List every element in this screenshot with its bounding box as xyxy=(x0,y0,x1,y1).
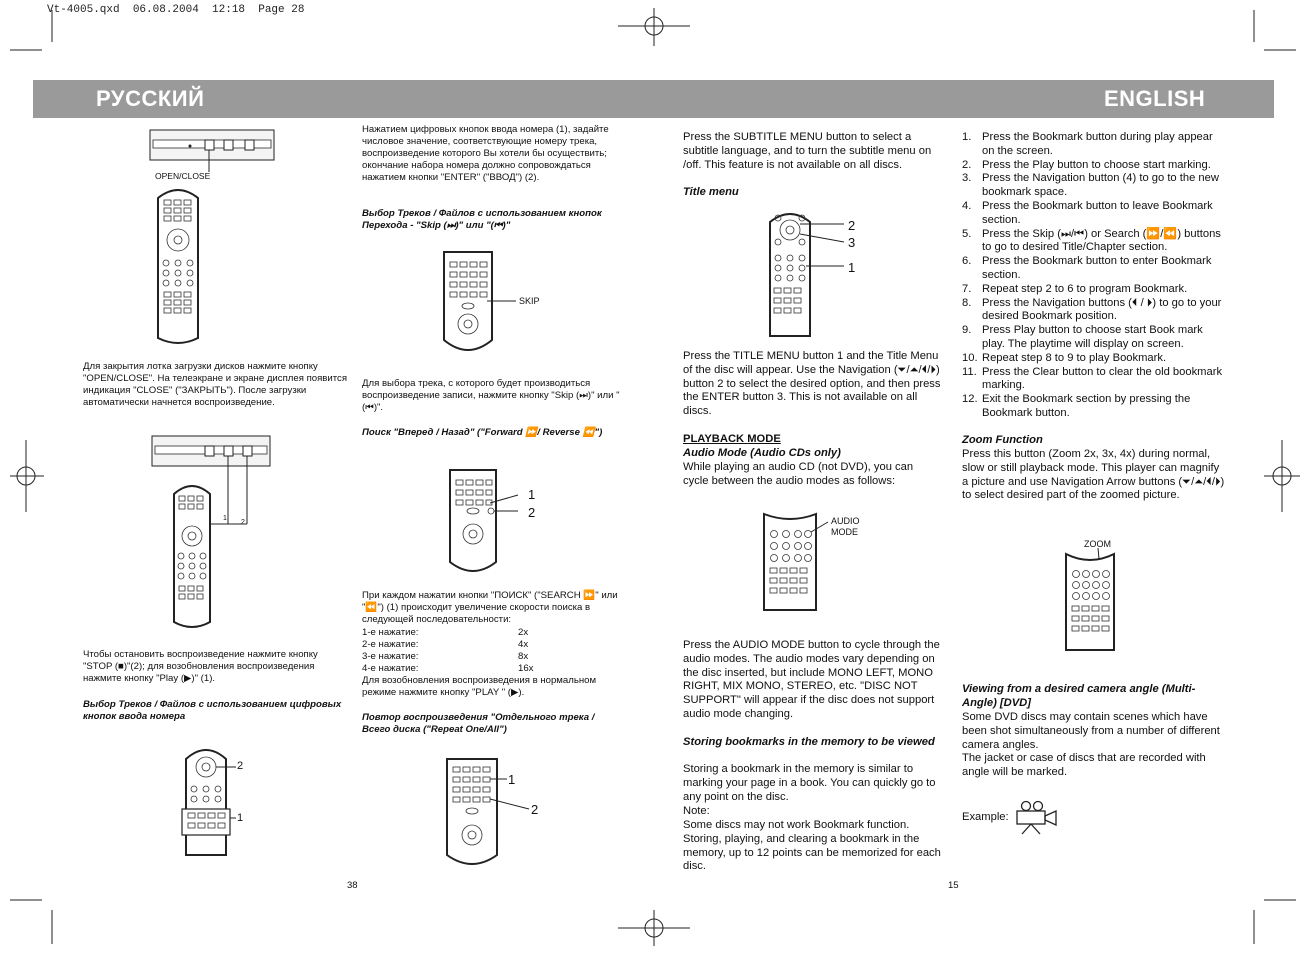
note-label: Note: xyxy=(683,805,710,817)
list-item: 11. Press the Clear button to clear the old bookmark marking. xyxy=(962,365,1223,392)
heading-title-menu: Title menu xyxy=(683,186,739,198)
paragraph-zoom: Press this button (Zoom 2x, 3x, 4x) during normal, slow or still playback mode. This player can magnify a picture and use Navigation Arrow buttons (⏷/⏶/⏴/⏵) to select desired part of the zoomed picture. xyxy=(962,448,1225,502)
list-item: 9. Press Play button to choose start Book mark play. The playtime will display on screen. xyxy=(962,324,1203,350)
callout-label: 1 xyxy=(848,260,856,275)
section-title-russian: РУССКИЙ xyxy=(96,86,205,111)
paragraph-audio-mode: Press the AUDIO MODE button to cycle through the audio modes. The audio modes vary depending on the disc inserted, but include MONO LEFT, MONO RIGHT, MIX MONO, STEREO, etc. "DISC NOT SUPPORT" will appear if the disc does not support audio mode changing. xyxy=(683,639,940,720)
crosshair-registration-icon xyxy=(618,910,690,946)
callout-label: 2 xyxy=(528,505,536,520)
list-item: 3. Press the Navigation button (4) to go to the new bookmark space. xyxy=(962,172,1219,199)
list-item: 4. Press the Bookmark button to leave Bookmark section. xyxy=(962,199,1213,226)
heading-repeat: Повтор воспроизведения "Отдельного трека / Всего диска ("Repeat One/All") xyxy=(362,712,595,735)
callout-label: 1 xyxy=(528,487,536,502)
paragraph-resume: Для возобновления воспроизведения в нормальном режиме нажмите кнопку "PLAY " (▶). xyxy=(362,675,597,698)
heading-camera-angle: Viewing from a desired camera angle (Multi-Angle) [DVD] xyxy=(962,683,1196,709)
paragraph-angle-1: Some DVD discs may contain scenes which have been shot simultaneously from a number of different camera angles. xyxy=(962,711,1220,751)
paragraph-note: Some discs may not work Bookmark function. Storing, playing, and clearing a bookmark in the memory, up to 12 points can be memorized for each disc. xyxy=(683,819,941,873)
remote-control-illustration xyxy=(766,210,846,340)
open-close-label: OPEN/CLOSE xyxy=(155,171,211,181)
heading-bookmarks: Storing bookmarks in the memory to be viewed xyxy=(683,736,935,748)
paragraph-close-tray: Для закрытия лотка загрузки дисков нажмите кнопку "OPEN/CLOSE". На телеэкране и экране дисплея появится индикация "CLOSE" ("ЗАКРЫТЬ"). После загрузки автоматически начнется воспроизведение. xyxy=(83,361,348,408)
callout-label: 1 xyxy=(237,812,244,824)
zoom-label: ZOOM xyxy=(1084,539,1111,549)
list-item: 7. Repeat step 2 to 6 to program Bookmark. xyxy=(962,282,1188,295)
page-number-left: 38 xyxy=(347,880,358,891)
header-banner xyxy=(33,80,1274,118)
heading-zoom: Zoom Function xyxy=(962,434,1043,446)
section-title-english: ENGLISH xyxy=(1104,86,1206,111)
callout-label: 2 xyxy=(237,760,244,772)
crosshair-registration-icon xyxy=(10,440,44,512)
remote-control-illustration xyxy=(446,462,526,577)
movie-camera-icon xyxy=(1014,800,1064,836)
file-slug: Vt-4005.qxd 06.08.2004 12:18 Page 28 xyxy=(47,4,305,16)
paragraph-subtitle: Press the SUBTITLE MENU button to select a subtitle language, and to turn the subtitle menu on /off. This feature is not available on all discs. xyxy=(683,131,932,171)
search-speed-table xyxy=(362,627,624,675)
paragraph-stop: Чтобы остановить воспроизведение нажмите кнопку "STOP (■)"(2); для возобновления воспроизведения нажмите кнопку "Play (▶)" (1). xyxy=(83,649,318,684)
paragraph-title-menu: Press the TITLE MENU button 1 and the Title Menu of the disc will appear. Use the Navigation (⏷/⏶/⏴/⏵) button 2 to select the desired option, and then press the ENTER button 3. This is not available on all discs. xyxy=(683,350,941,418)
callout-label: 1 xyxy=(223,515,227,522)
list-item: 2. Press the Play button to choose start marking. xyxy=(962,158,1211,171)
list-item: 10. Repeat step 8 to 9 to play Bookmark. xyxy=(962,351,1167,364)
list-item: 6. Press the Bookmark button to enter Bookmark section. xyxy=(962,255,1212,281)
callout-label: 2 xyxy=(241,519,245,526)
remote-control-illustration xyxy=(174,486,210,627)
crosshair-registration-icon xyxy=(1264,440,1300,512)
remote-control-illustration xyxy=(1064,550,1124,655)
callout-label: 1 xyxy=(508,772,516,787)
speed-row: 2-е нажатие: 4x xyxy=(362,639,529,650)
speed-row: 1-е нажатие: 2x xyxy=(362,627,529,638)
heading-audio-mode: Audio Mode (Audio CDs only) xyxy=(683,447,841,459)
list-item: 5. Press the Skip (⏭/⏮) or Search (⏩/⏪) buttons to go to desired Title/Chapter section. xyxy=(962,227,1221,254)
remote-control-illustration xyxy=(158,190,198,343)
speed-row: 4-е нажатие: 16x xyxy=(362,663,534,674)
dvd-player-front-panel-illustration xyxy=(150,130,290,345)
paragraph-audio-intro: While playing an audio CD (not DVD), you can cycle between the audio modes as follows: xyxy=(683,461,914,487)
callout-label: 2 xyxy=(531,802,539,817)
list-item: 8. Press the Navigation buttons (⏴ / ⏵) to go to your desired Bookmark position. xyxy=(962,296,1222,323)
list-item: 12. Exit the Bookmark section by pressing the Bookmark button. xyxy=(962,393,1191,419)
paragraph-skip: Для выбора трека, с которого будет производиться воспроизведение записи, нажмите кнопку "Skip (⏭)" или "(⏮)". xyxy=(362,378,620,413)
paragraph-numeric-entry: Нажатием цифровых кнопок ввода номера (1), задайте числовое значение, соответствующие номеру трека, воспроизведение которого Вы хотели бы осуществить; окончание набора номера должно сопровождаться нажатием кнопки "ENTER" ("ВВОД") (2). xyxy=(362,124,609,183)
dvd-player-front-panel-illustration xyxy=(152,436,282,636)
heading-skip-selection: Выбор Треков / Файлов с использованием кнопок Перехода - "Skip (⏭)" или "(⏮)" xyxy=(362,208,602,231)
paragraph-angle-2: The jacket or case of discs that are recorded with angle will be marked. xyxy=(962,752,1206,778)
example-label: Example: xyxy=(962,811,1009,823)
heading-playback-mode: PLAYBACK MODE xyxy=(683,433,781,445)
heading-numeric-selection: Выбор Треков / Файлов с использованием цифровых кнопок ввода номера xyxy=(83,699,342,722)
paragraph-search: При каждом нажатии кнопки "ПОИСК" ("SEARCH ⏩" или "⏪") (1) происходит увеличение скорости поиска в следующей последовательности: xyxy=(362,590,618,625)
audio-mode-label: MODE xyxy=(831,527,858,537)
callout-label: 3 xyxy=(848,235,856,250)
list-item: 1. Press the Bookmark button during play appear on the screen. xyxy=(962,131,1213,157)
speed-row: 3-е нажатие: 8x xyxy=(362,651,529,662)
paragraph-bookmarks: Storing a bookmark in the memory is similar to marking your page in a book. You can quickly go to any point on the disc. xyxy=(683,763,936,803)
callout-label: 2 xyxy=(848,218,856,233)
skip-label: SKIP xyxy=(519,296,540,306)
bookmark-steps-list xyxy=(962,131,1226,421)
remote-control-illustration xyxy=(440,244,520,359)
crosshair-registration-icon xyxy=(618,8,690,46)
page-number-right: 15 xyxy=(948,880,959,891)
audio-mode-label: AUDIO xyxy=(831,516,860,526)
heading-search: Поиск "Вперед / Назад" ("Forward ⏩/ Reverse ⏪") xyxy=(362,427,603,438)
